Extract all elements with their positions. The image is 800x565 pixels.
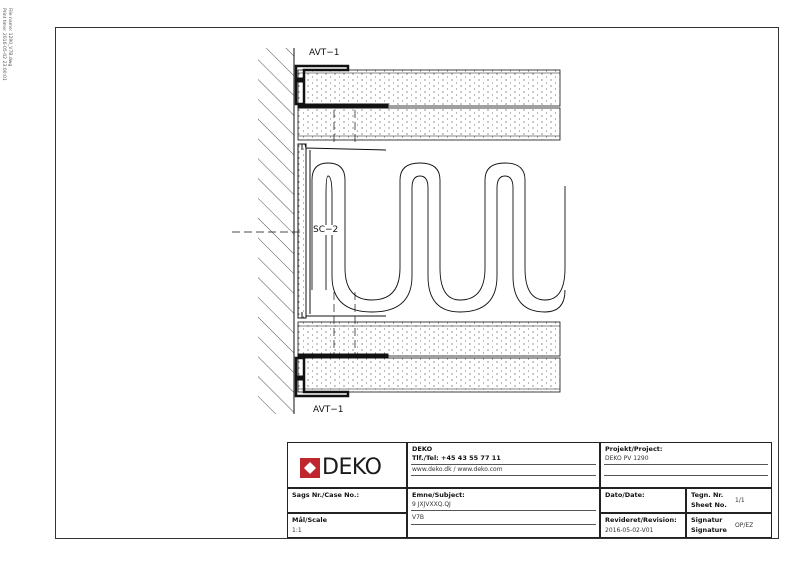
- scale-label: Mål/Scale: [292, 516, 328, 524]
- subject-line1: 9 JXJVXXQ.QJ: [412, 501, 451, 508]
- avt-label-bottom: AVT−1: [313, 405, 344, 415]
- company-web: www.deko.dk / www.deko.com: [412, 466, 503, 473]
- avt-label-top: AVT−1: [309, 48, 340, 58]
- revision-label: Revideret/Revision:: [605, 516, 677, 524]
- signature-label2: Signature: [691, 526, 727, 534]
- signature-label1: Signatur: [691, 516, 723, 524]
- deko-logo: [300, 457, 408, 481]
- date-label: Dato/Date:: [605, 491, 645, 499]
- serpentine-pipe: [312, 163, 565, 312]
- revision-value: 2016-05-02-V01: [605, 527, 654, 534]
- sc-label: SC−2: [313, 225, 339, 235]
- case-cell: [287, 488, 407, 513]
- deko-logo-mark: [300, 458, 320, 478]
- signature-cell: [686, 513, 772, 538]
- drawing-no-value: 1/1: [735, 497, 745, 504]
- drawing-no-cell: [686, 488, 772, 513]
- file-name: File name: 1290_V7B.dwg: [7, 8, 12, 67]
- signature-value: OP/EZ: [735, 522, 754, 529]
- subject-line2: V7B: [412, 514, 425, 521]
- title-block: [287, 442, 772, 538]
- print-time: Print time: 2016-05-02 23:00:01: [1, 8, 6, 81]
- subject-label: Emne/Subject:: [412, 491, 465, 499]
- date-cell: [600, 488, 686, 513]
- subject-cell: [407, 488, 600, 538]
- logo-text: DEKO: [322, 455, 382, 480]
- case-label: Sags Nr./Case No.:: [292, 491, 360, 499]
- drawing-no-label2: Sheet No.: [691, 501, 727, 509]
- revision-cell: [600, 513, 686, 538]
- sc-profile: [298, 144, 386, 318]
- wall-hatch: [258, 48, 294, 414]
- project-cell: [600, 442, 772, 488]
- drawing-no-label1: Tegn. Nr.: [691, 491, 724, 499]
- scale-cell: [287, 513, 407, 538]
- company-name: DEKO: [412, 445, 433, 453]
- company-phone: Tlf./Tel: +45 43 55 77 11: [412, 454, 501, 462]
- scale-value: 1:1: [292, 527, 302, 534]
- project-label: Projekt/Project:: [605, 445, 663, 453]
- company-cell: [407, 442, 600, 488]
- logo-cell: [287, 442, 407, 488]
- project-value: DEKO PV 1290: [605, 455, 649, 462]
